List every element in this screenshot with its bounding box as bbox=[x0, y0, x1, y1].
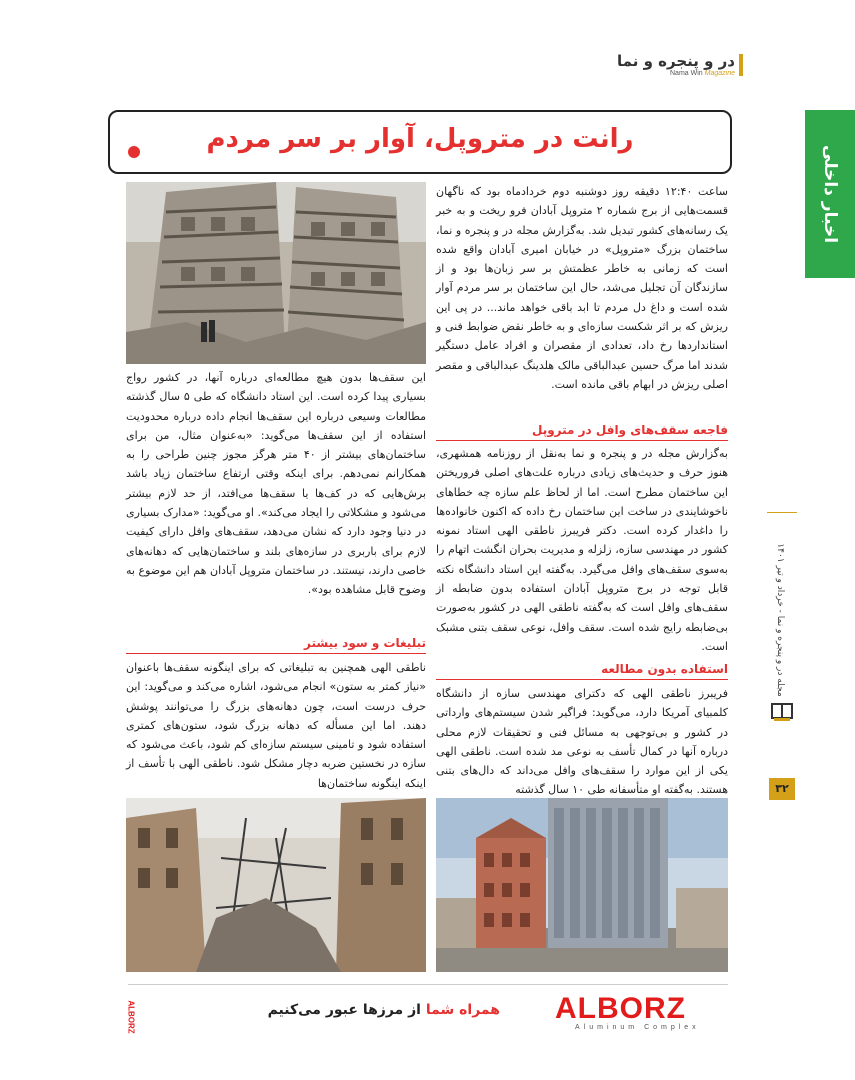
demolition-photo bbox=[126, 798, 426, 972]
slogan-rest: از مرزها عبور می‌کنیم bbox=[267, 1002, 421, 1018]
heading-underline bbox=[436, 440, 728, 441]
footer-slogan bbox=[240, 1002, 500, 1018]
heading-underline bbox=[126, 653, 426, 654]
side-divider bbox=[767, 512, 797, 513]
side-brand-text: ALBORZ bbox=[126, 1000, 136, 1034]
alborz-subtitle: Aluminum Complex bbox=[575, 1024, 700, 1031]
section-heading-ads: تبلیغات و سود بیشتر bbox=[304, 636, 426, 650]
page-number: ۳۲ bbox=[769, 778, 795, 800]
logo-en-text bbox=[615, 70, 735, 77]
section-tab bbox=[805, 110, 855, 278]
logo-fa-text: در و پنجره و نما bbox=[617, 52, 735, 70]
article-ads-section bbox=[126, 658, 426, 793]
logo-accent-bar bbox=[739, 54, 743, 76]
intro-paragraph: ساعت ۱۲:۴۰ دقیقه روز دوشنبه دوم خردادماه بود که ناگهان قسمت‌هایی از برج شماره ۲ متروپل آبادان فرو ریخت و به خبر یک رسانه‌های کشور تبدیل شد. به‌گزارش مجله در و پنجره و نما، ساختمان بزرگ «متروپل» در خیابان امیری آبادان واقع شده است که زمانی به خاطر عظمتش بر سر زبان‌ها بود و از سازندگان آن تجلیل می‌شد، حال این ساختمان بر سر مردم آوار شده است و داغ دل مردم تا ابد باقی خواهد ماند... در پی این ریزش که بر اثر شکست سازه‌ای و به خاطر نقض ضوابط فنی و استانداردها رخ داد، تعدادی از مقصران و افراد عامل دستگیر شدند اما مرگ حسین عبدالباقی مالک هلدینگ عبدالباقی و مقصر اصلی ریزش در ابهام باقی مانده است. bbox=[436, 185, 729, 391]
article-intro bbox=[436, 182, 728, 394]
article-waffle-section bbox=[436, 444, 728, 656]
logo-en-name: Nama Win bbox=[670, 70, 703, 77]
side-brand-logo bbox=[124, 992, 138, 1042]
heading-underline bbox=[436, 679, 728, 680]
metropol-tower-photo bbox=[436, 798, 728, 972]
section-tab-label: اخبار داخلی bbox=[820, 144, 840, 244]
title-box bbox=[108, 110, 732, 174]
no-study-paragraph: فریبرز ناطقی الهی که دکترای مهندسی سازه از دانشگاه کلمبیای آمریکا دارد، می‌گوید: فراگیر شدن سیستم‌های وارداتی در کشور و بی‌توجهی به مسائل فنی و تحقیقات لازم محلی درباره آنها در کمال تأسف به نوعی مد شده است. ناطقی الهی یکی از این موارد را سقف‌های وافل می‌داند که دال‌های بتنی هستند. به‌گفته او متأسفانه طی ۱۰ سال گذشته bbox=[436, 687, 728, 797]
window-icon bbox=[771, 700, 793, 722]
article-no-study-section bbox=[436, 684, 728, 800]
magazine-logo bbox=[615, 52, 735, 82]
article-left-column bbox=[126, 368, 426, 600]
alborz-logo bbox=[555, 992, 733, 1036]
ads-paragraph: ناطقی الهی همچنین به تبلیغاتی که برای اینگونه سقف‌ها باعنوان «نیاز کمتر به ستون» انجام می‌شود، اشاره می‌کند و می‌گوید: این حرف درست است، چون دهانه‌های بزرگ را می‌توانند پوشش دهند. اما این مسأله که دهانه بزرگ شود، ستون‌های کمتری استفاده شود و تامینی سیستم سازه‌ای کم شود، باعث می‌شود که سازه در نخستین ضربه دچار مشکل شود. ناطقی الهی با تأسف از اینکه اینگونه ساختمان‌ها bbox=[126, 661, 426, 790]
section-heading-waffle: فاجعه سقف‌های وافل در متروپل bbox=[531, 423, 728, 437]
collapsed-building-photo bbox=[126, 182, 426, 364]
waffle-paragraph: به‌گزارش مجله در و پنجره و نما به‌نقل از روزنامه همشهری، هنوز حرف و حدیث‌های زیادی درباره علت‌های اصلی فروریختن این ساختمان مطرح است. اما از لحاظ علم سازه چه خطاهای ناخوشایندی در ساخت این ساختمان رخ داده که اکنون خانواده‌ها را داغدار کرده است. دکتر فریبرز ناطقی الهی استاد نمونه کشور در مهندسی سازه، زلزله و مدیریت بحران انگشت اتهام را به‌سوی سقف‌های وافل می‌گیرد. به‌گفته این استاد دانشگاه نکته قابل توجه در برج متروپل آبادان استفاده بدون ضابطه از سقف‌های وافل است که به‌گفته ناطقی الهی در کشور به‌صورت بی‌ضابطه رایج شده است. سقف وافل، نوعی سقف بتنی مشبک است. bbox=[436, 447, 728, 653]
left-paragraph: این سقف‌ها بدون هیچ مطالعه‌ای درباره آنها، در کشور رواج بسیاری پیدا کرده است. این استاد دانشگاه که طی ۵ سال گذشته مطالعات وسیعی درباره این سقف‌ها انجام داده درباره محدودیت استفاده از این سقف‌ها می‌گوید: «به‌عنوان مثال، من برای ساختمان‌های بیشتر از ۴۰ متر هرگز مجوز چنین طراحی را به همکارانم نمی‌دهم. برای اینکه وقتی ارتفاع ساختمان زیاد باشد برش‌هایی که در کف‌ها یا سقف‌ها می‌افتد، از حد لازم بیشتر می‌شود و مشکلاتی را ایجاد می‌کند». او می‌گوید: «مدارک بسیاری در دنیا وجود دارد که نشان می‌دهد، سقف‌های وافل دارای کیفیت لازم برای باربری در سازه‌های بلند و ساختمان‌هایی که دهانه‌های خاصی دارند، نیستند. در ساختمان متروپل آبادان هم این موضوع به وضوح قابل مشاهده بود». bbox=[126, 371, 426, 597]
alborz-wordmark: ALBORZ bbox=[555, 992, 686, 1025]
article-title: رانت در متروپل، آوار بر سر مردم bbox=[206, 124, 634, 154]
section-heading-no-study: استفاده بدون مطالعه bbox=[601, 662, 728, 676]
magazine-issue-text: مجله در و پنجره و نما - خرداد و تیر ۱۴۰۱ bbox=[775, 543, 785, 697]
title-bullet bbox=[128, 146, 140, 158]
slogan-highlight: همراه شما bbox=[425, 1002, 500, 1018]
magazine-issue-info bbox=[771, 520, 789, 720]
footer-divider bbox=[128, 984, 728, 985]
logo-en-magazine: Magazine bbox=[704, 70, 735, 77]
